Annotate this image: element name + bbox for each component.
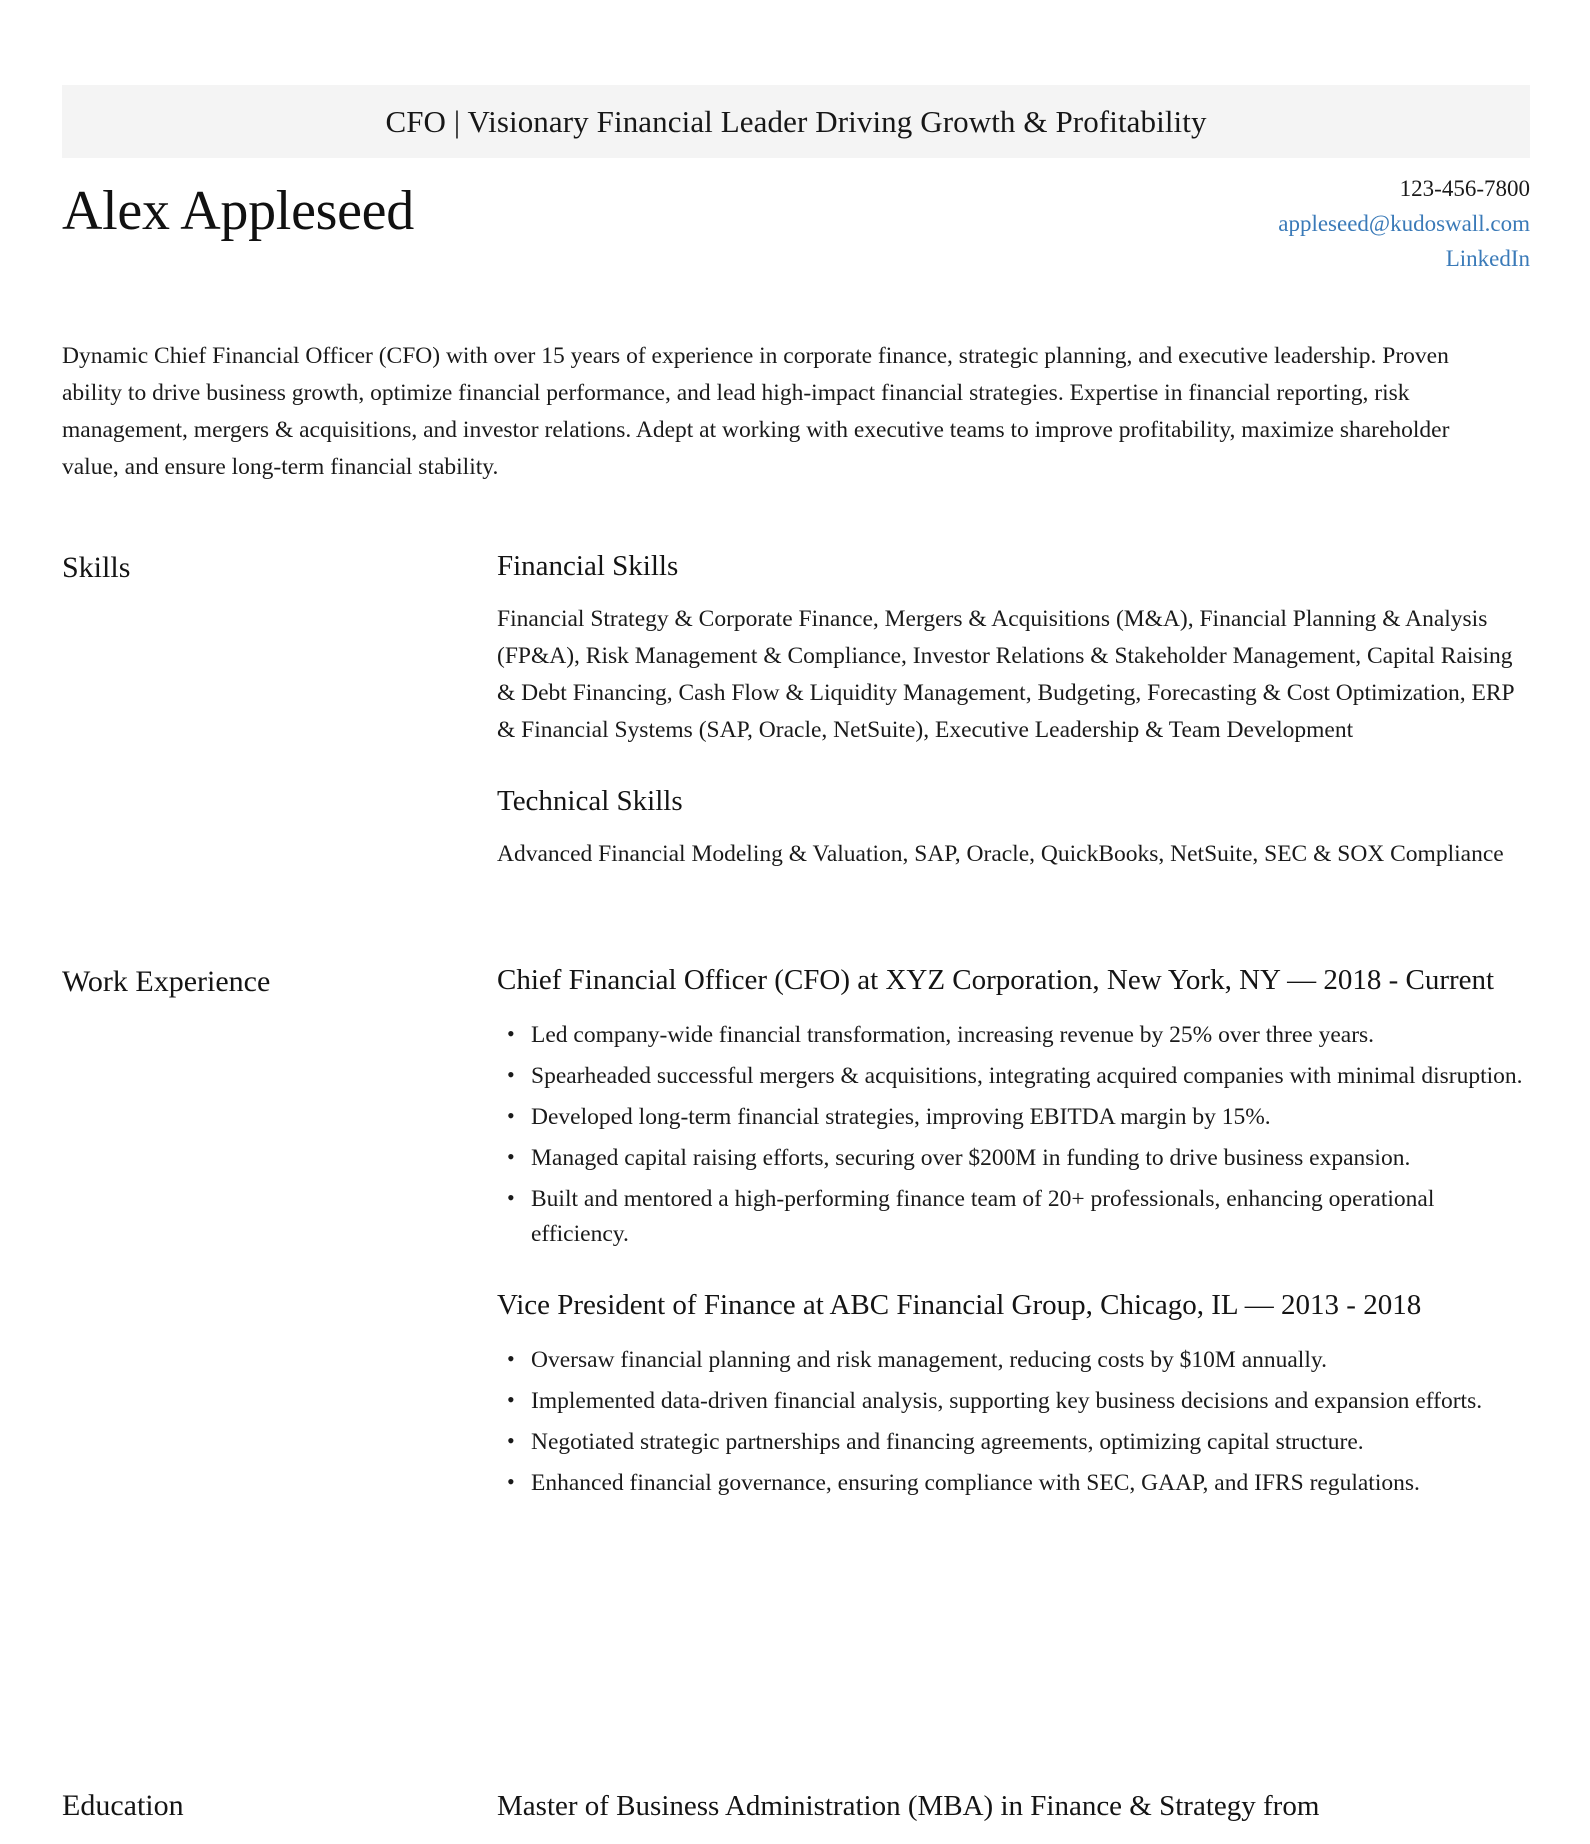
technical-skills-text: Advanced Financial Modeling & Valuation, SAP, Oracle, QuickBooks, NetSuite, SEC & SOX Compliance: [497, 840, 1504, 867]
education-degree: Master of Business Administration (MBA) in Finance & Strategy from: [497, 1790, 1320, 1822]
identity-block: [62, 170, 1530, 277]
phone-number: 123-456-7800: [1399, 176, 1530, 201]
headline-banner: [62, 85, 1530, 158]
job-bullet: • Developed long-term financial strategies, improving EBITDA margin by 15%.: [531, 1100, 1530, 1136]
job-title: Chief Financial Officer (CFO) at XYZ Corporation, New York, NY — 2018 - Current: [497, 964, 1495, 996]
job-bullet: • Managed capital raising efforts, securing over $200M in funding to drive business expansion.: [531, 1141, 1530, 1177]
job-bullet: • Implemented data-driven financial analysis, supporting key business decisions and expansion efforts.: [531, 1384, 1530, 1420]
candidate-name: Alex Appleseed: [62, 180, 414, 242]
email-link[interactable]: appleseed@kudoswall.com: [1278, 210, 1530, 236]
job-bullet-list: [497, 1018, 1530, 1254]
section-label-work-experience: Work Experience: [62, 965, 271, 998]
job-bullet: • Led company-wide financial transformation, increasing revenue by 25% over three years.: [531, 1018, 1530, 1054]
job-bullet: • Built and mentored a high-performing finance team of 20+ professionals, enhancing operational efficiency.: [531, 1182, 1530, 1254]
job-bullet: • Oversaw financial planning and risk management, reducing costs by $10M annually.: [531, 1343, 1530, 1379]
financial-skills-heading: Financial Skills: [497, 550, 679, 582]
contact-details: [1278, 170, 1530, 277]
job-bullet: • Negotiated strategic partnerships and financing agreements, optimizing capital structure.: [531, 1425, 1530, 1461]
section-label-education: Education: [62, 1789, 184, 1822]
education-body: [497, 1788, 1530, 1844]
work-experience-body: [497, 962, 1530, 1507]
education-section: [62, 1788, 1530, 1844]
job-bullet: • Enhanced financial governance, ensuring compliance with SEC, GAAP, and IFRS regulations.: [531, 1466, 1530, 1502]
job-title: Vice President of Finance at ABC Financial Group, Chicago, IL — 2013 - 2018: [497, 1289, 1422, 1322]
work-experience-section: [62, 962, 1530, 1507]
headline-text: CFO | Visionary Financial Leader Driving Growth & Profitability: [385, 103, 1207, 139]
skills-section: [62, 548, 1530, 873]
technical-skills-heading: Technical Skills: [497, 784, 683, 817]
linkedin-link[interactable]: LinkedIn: [1445, 245, 1530, 271]
job-bullet-list: [497, 1343, 1530, 1502]
skills-body: [497, 548, 1530, 873]
financial-skills-text: Financial Strategy & Corporate Finance, Mergers & Acquisitions (M&A), Financial Planning & Analysis (FP&A), Risk Management & Compliance, Investor Relations & Stakeholder Management, Capital Raising & Debt Financing, Cash Flow & Liquidity Management, Budgeting, Forecasting & Cost Optimization, ERP & Financial Systems (SAP, Oracle, NetSuite), Executive Leadership & Team Development: [497, 606, 1514, 743]
job-bullet: • Spearheaded successful mergers & acquisitions, integrating acquired companies with minimal disruption.: [531, 1059, 1530, 1095]
section-label-skills: Skills: [62, 551, 131, 584]
professional-summary: Dynamic Chief Financial Officer (CFO) with over 15 years of experience in corporate finance, strategic planning, and executive leadership. Proven ability to drive business growth, optimize financial performance, and lead high-impact financial strategies. Expertise in financial reporting, risk management, mergers & acquisitions, and investor relations. Adept at working with executive teams to improve profitability, maximize shareholder value, and ensure long-term financial stability.: [62, 343, 1450, 481]
job-entry: [497, 1287, 1530, 1502]
job-entry: [497, 962, 1530, 1253]
